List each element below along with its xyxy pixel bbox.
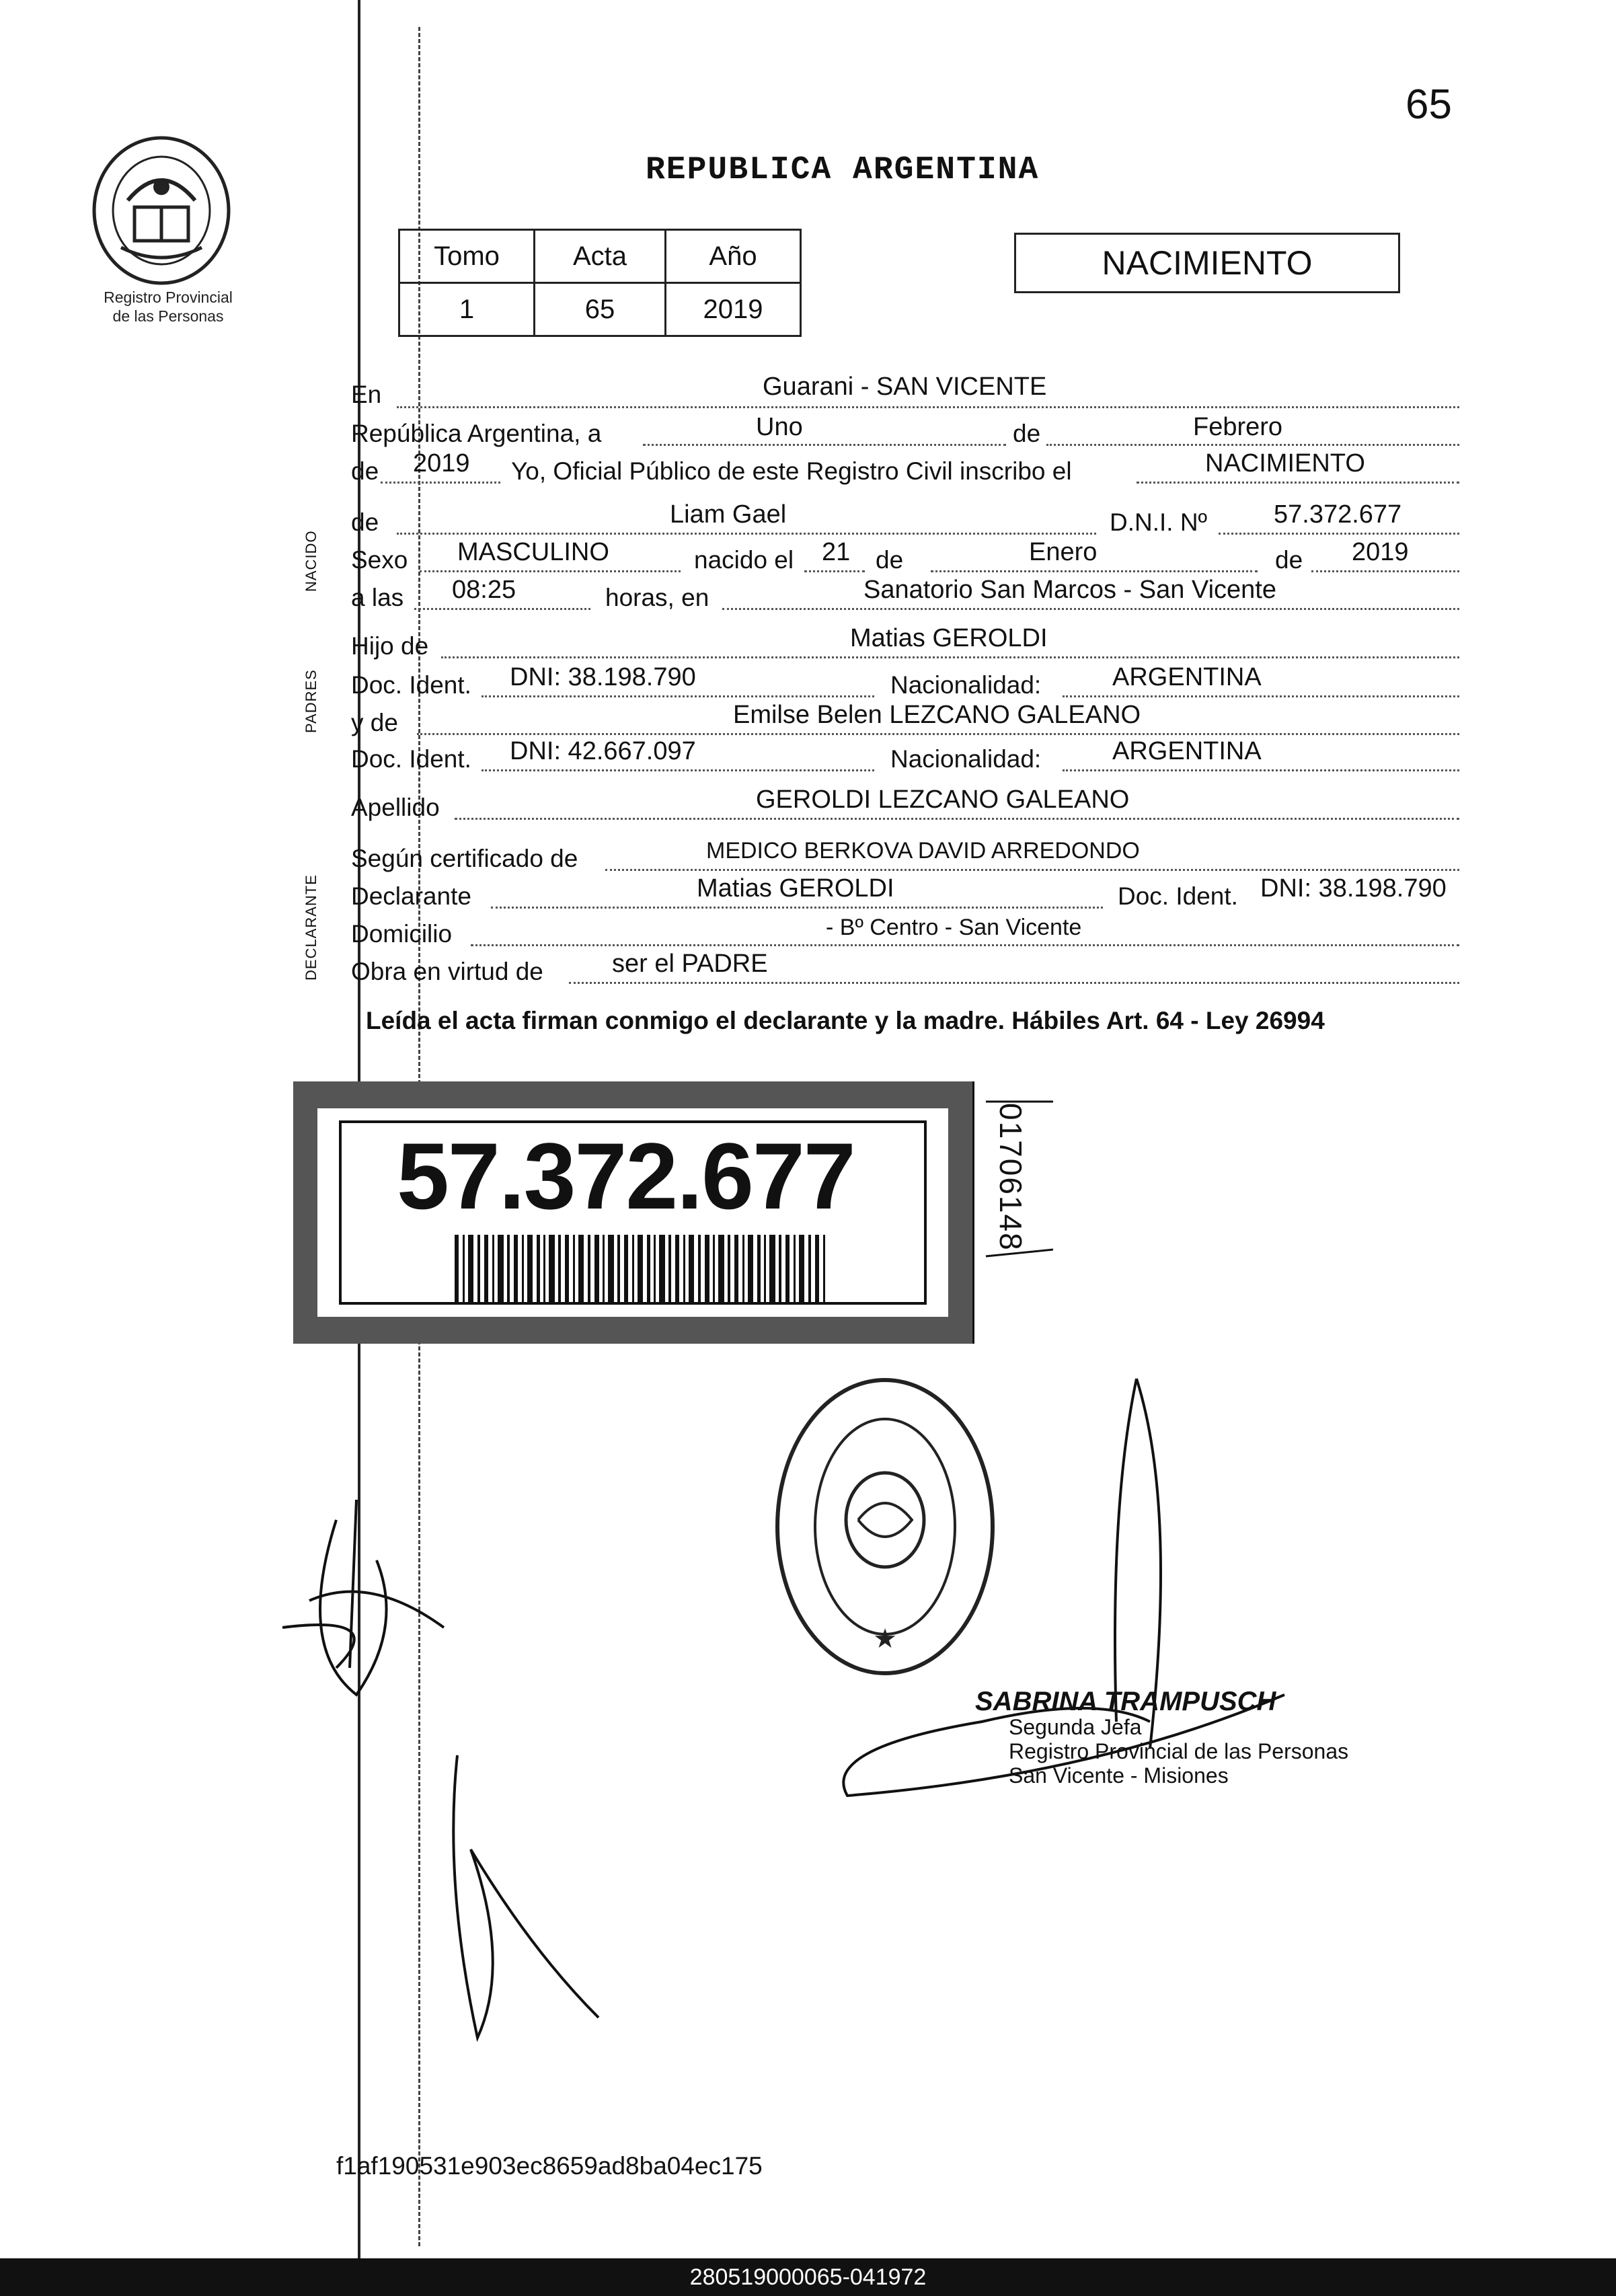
dotted-line bbox=[441, 656, 1459, 658]
dotted-line bbox=[1311, 570, 1459, 572]
signer-org: Registro Provincial de las Personas bbox=[1009, 1739, 1349, 1763]
value-hora: 08:25 bbox=[452, 576, 516, 604]
dotted-line bbox=[455, 818, 1459, 820]
dotted-line bbox=[643, 444, 1006, 446]
header-tomo: Tomo bbox=[399, 230, 535, 283]
section-label-declarante: DECLARANTE bbox=[303, 874, 319, 981]
value-anio: 2019 bbox=[666, 283, 801, 336]
label-domicilio: Domicilio bbox=[351, 920, 453, 948]
value-decl-doc: DNI: 38.198.790 bbox=[1260, 874, 1447, 903]
dotted-line bbox=[1137, 482, 1459, 484]
label-yo: Yo, Oficial Público de este Registro Civil inscribo el bbox=[511, 457, 1072, 485]
dotted-line bbox=[804, 570, 865, 572]
dotted-line bbox=[381, 482, 500, 484]
label-decl-doc: Doc. Ident. bbox=[1118, 882, 1238, 910]
provincial-seal-icon bbox=[87, 133, 235, 291]
record-type-box: NACIMIENTO bbox=[1014, 233, 1400, 293]
value-nac-dia: 21 bbox=[822, 538, 851, 566]
value-acta: 65 bbox=[535, 283, 666, 336]
value-dni: 57.372.677 bbox=[1274, 500, 1402, 529]
label-doc2: Doc. Ident. bbox=[351, 745, 471, 773]
value-lugar: Sanatorio San Marcos - San Vicente bbox=[863, 576, 1276, 604]
dotted-line bbox=[414, 608, 590, 610]
section-label-padres: PADRES bbox=[303, 669, 319, 733]
dotted-line bbox=[420, 570, 681, 572]
dotted-line bbox=[605, 869, 1459, 871]
dotted-line bbox=[722, 608, 1459, 610]
value-en: Guarani - SAN VICENTE bbox=[763, 373, 1047, 401]
header-acta: Acta bbox=[535, 230, 666, 283]
signer-name: SABRINA TRAMPUSCH bbox=[975, 1687, 1276, 1716]
sticker-serial: 01706148 bbox=[993, 1103, 1028, 1252]
legal-note: Leída el acta firman conmigo el declarante y la madre. Hábiles Art. 64 - Ley 26994 bbox=[366, 1007, 1325, 1034]
dotted-line bbox=[482, 769, 874, 771]
value-doc2: DNI: 42.667.097 bbox=[510, 737, 696, 765]
seal-caption bbox=[81, 288, 256, 326]
value-nac1: ARGENTINA bbox=[1112, 663, 1262, 691]
value-obra: ser el PADRE bbox=[612, 950, 768, 978]
value-tomo: 1 bbox=[399, 283, 535, 336]
signer-place: San Vicente - Misiones bbox=[1009, 1763, 1229, 1788]
svg-text:★: ★ bbox=[873, 1623, 897, 1654]
value-mes: Febrero bbox=[1193, 413, 1283, 441]
header-anio: Año bbox=[666, 230, 801, 283]
label-declarante: Declarante bbox=[351, 882, 471, 910]
signature-madre-icon bbox=[430, 1749, 605, 2048]
label-nacido: nacido el bbox=[694, 546, 794, 574]
dotted-line bbox=[491, 907, 1103, 909]
dotted-line bbox=[482, 695, 874, 697]
footer-id: 280519000065-041972 bbox=[0, 2258, 1616, 2296]
value-nac-mes: Enero bbox=[1029, 538, 1098, 566]
value-nombre: Liam Gael bbox=[670, 500, 787, 529]
seal-caption-line2: de las Personas bbox=[112, 307, 224, 325]
value-dia: Uno bbox=[756, 413, 803, 441]
label-nac-de2: de bbox=[1275, 546, 1303, 574]
label-hijo: Hijo de bbox=[351, 632, 429, 660]
dotted-line bbox=[397, 533, 1096, 535]
signer-details bbox=[1009, 1715, 1348, 1788]
dotted-line bbox=[931, 570, 1258, 572]
label-yde: y de bbox=[351, 709, 398, 736]
dotted-line bbox=[397, 406, 1459, 408]
value-apellido: GEROLDI LEZCANO GALEANO bbox=[756, 786, 1130, 814]
label-apellido: Apellido bbox=[351, 794, 440, 821]
dotted-line bbox=[1219, 533, 1459, 535]
value-anio: 2019 bbox=[413, 449, 470, 477]
label-de2: de bbox=[351, 457, 379, 485]
label-en: En bbox=[351, 381, 382, 408]
value-cert: MEDICO BERKOVA DAVID ARREDONDO bbox=[706, 838, 1140, 864]
label-doc1: Doc. Ident. bbox=[351, 671, 471, 699]
value-inscribo: NACIMIENTO bbox=[1205, 449, 1365, 477]
page-number: 65 bbox=[1406, 81, 1452, 128]
value-madre: Emilse Belen LEZCANO GALEANO bbox=[733, 701, 1141, 729]
dotted-line bbox=[417, 733, 1459, 735]
country-title: REPUBLICA ARGENTINA bbox=[646, 152, 1040, 188]
value-nac2: ARGENTINA bbox=[1112, 737, 1262, 765]
label-hora: a las bbox=[351, 584, 404, 611]
dotted-line bbox=[471, 944, 1459, 946]
registry-table bbox=[398, 229, 802, 337]
value-doc1: DNI: 38.198.790 bbox=[510, 663, 696, 691]
label-cert: Según certificado de bbox=[351, 845, 578, 872]
label-nombre: de bbox=[351, 508, 379, 536]
label-dni: D.N.I. Nº bbox=[1110, 508, 1208, 536]
value-sexo: MASCULINO bbox=[457, 538, 609, 566]
label-obra: Obra en virtud de bbox=[351, 958, 543, 985]
signer-title: Segunda Jefa bbox=[1009, 1715, 1142, 1739]
dotted-line bbox=[1046, 444, 1459, 446]
value-nac-anio: 2019 bbox=[1352, 538, 1409, 566]
section-label-nacido: NACIDO bbox=[303, 530, 319, 592]
label-de: de bbox=[1013, 420, 1041, 447]
label-horas: horas, en bbox=[605, 584, 709, 611]
seal-caption-line1: Registro Provincial bbox=[104, 289, 233, 306]
label-nac-de: de bbox=[876, 546, 904, 574]
value-padre: Matias GEROLDI bbox=[850, 624, 1048, 652]
label-republica: República Argentina, a bbox=[351, 420, 602, 447]
barcode-icon bbox=[455, 1235, 831, 1305]
label-nac1: Nacionalidad: bbox=[890, 671, 1042, 699]
value-domicilio: - Bº Centro - San Vicente bbox=[826, 915, 1082, 940]
dotted-line bbox=[1063, 695, 1459, 697]
label-nac2: Nacionalidad: bbox=[890, 745, 1042, 773]
value-declarante: Matias GEROLDI bbox=[697, 874, 894, 903]
signature-declarante-icon bbox=[256, 1493, 457, 1752]
sticker-number: 57.372.677 bbox=[397, 1123, 855, 1229]
dotted-line bbox=[1063, 769, 1459, 771]
label-sexo: Sexo bbox=[351, 546, 408, 574]
dotted-line bbox=[569, 982, 1459, 984]
document-hash: f1af190531e903ec8659ad8ba04ec175 bbox=[336, 2152, 763, 2180]
